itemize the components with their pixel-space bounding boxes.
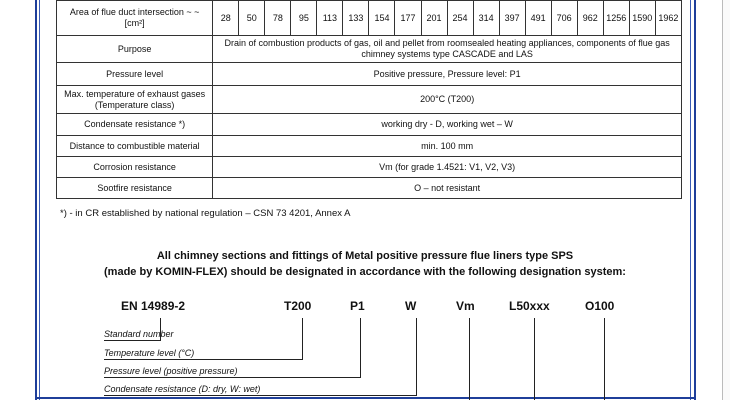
area-value: 113 — [317, 1, 343, 36]
designation-standard: EN 14989-2 — [121, 299, 186, 313]
area-value: 1590 — [629, 1, 655, 36]
legend-standard-number: Standard number — [104, 329, 174, 339]
area-value: 133 — [343, 1, 369, 36]
designation-distance: L50xxx — [509, 299, 550, 313]
area-value: 1962 — [655, 1, 681, 36]
area-row — [57, 1, 682, 36]
row-value: Drain of combustion products of gas, oil and pellet from roomsealed heating appliances, components of flue gas chimney systems type CASCADE and LAS — [213, 36, 682, 63]
area-value: 50 — [239, 1, 265, 36]
page-border-left — [35, 0, 37, 400]
designation-pressure: P1 — [350, 299, 365, 313]
row-label: Purpose — [57, 36, 213, 63]
row-value: O – not resistant — [213, 178, 682, 199]
legend-pressure-level: Pressure level (positive pressure) — [104, 366, 238, 376]
scan-edge — [722, 0, 730, 400]
designation-sootfire: O100 — [585, 299, 615, 313]
temperature-row — [57, 86, 682, 114]
designation-corrosion: Vm — [456, 299, 475, 313]
area-value: 78 — [265, 1, 291, 36]
area-value: 254 — [447, 1, 473, 36]
area-value: 706 — [551, 1, 577, 36]
distance-row — [57, 136, 682, 157]
area-label: Area of flue duct intersection ~ ~[cm²] — [57, 1, 213, 36]
legend-underline — [104, 377, 361, 378]
area-value: 154 — [369, 1, 395, 36]
legend-underline — [104, 395, 417, 396]
condensate-row — [57, 114, 682, 136]
designation-heading-line2: (made by KOMIN-FLEX) should be designated in accordance with the following designation system: — [104, 266, 626, 278]
row-value: min. 100 mm — [213, 136, 682, 157]
area-value: 491 — [525, 1, 551, 36]
row-value: working dry - D, working wet – W — [213, 114, 682, 136]
designation-temperature: T200 — [284, 299, 312, 313]
area-value: 314 — [473, 1, 499, 36]
row-label: Distance to combustible material — [57, 136, 213, 157]
area-value: 177 — [395, 1, 421, 36]
area-value: 95 — [291, 1, 317, 36]
page-border-right — [694, 0, 696, 400]
connector-pressure — [360, 318, 361, 377]
page-border-left-inner — [39, 0, 40, 400]
row-label: Corrosion resistance — [57, 157, 213, 178]
row-label: Pressure level — [57, 63, 213, 86]
legend-temperature-level: Temperature level (°C) — [104, 348, 195, 358]
row-label: Max. temperature of exhaust gases (Temperature class) — [57, 86, 213, 114]
designation-condensate: W — [405, 299, 417, 313]
connector-temperature — [302, 318, 303, 359]
connector-sootfire — [604, 318, 605, 400]
row-label: Sootfire resistance — [57, 178, 213, 199]
legend-condensate-resistance: Condensate resistance (D: dry, W: wet) — [104, 384, 261, 394]
area-value: 397 — [499, 1, 525, 36]
designation-heading-line1: All chimney sections and fittings of Metal positive pressure flue liners type SPS — [156, 250, 574, 262]
legend-underline — [104, 359, 303, 360]
row-value: Positive pressure, Pressure level: P1 — [213, 63, 682, 86]
row-label: Condensate resistance *) — [57, 114, 213, 136]
area-value: 201 — [421, 1, 447, 36]
row-value: Vm (for grade 1.4521: V1, V2, V3) — [213, 157, 682, 178]
connector-corrosion — [469, 318, 470, 400]
specification-table — [56, 0, 682, 199]
connector-condensate — [416, 318, 417, 395]
legend-underline — [104, 340, 161, 341]
area-value: 962 — [577, 1, 603, 36]
corrosion-row — [57, 157, 682, 178]
footnote: *) - in CR established by national regulation – CSN 73 4201, Annex A — [60, 208, 351, 219]
area-value: 28 — [213, 1, 239, 36]
sootfire-row — [57, 178, 682, 199]
page-border-right-inner — [690, 0, 691, 400]
row-value: 200°C (T200) — [213, 86, 682, 114]
purpose-row — [57, 36, 682, 63]
connector-distance — [534, 318, 535, 400]
page-border-bottom — [35, 397, 696, 399]
pressure-row — [57, 63, 682, 86]
area-value: 1256 — [603, 1, 629, 36]
